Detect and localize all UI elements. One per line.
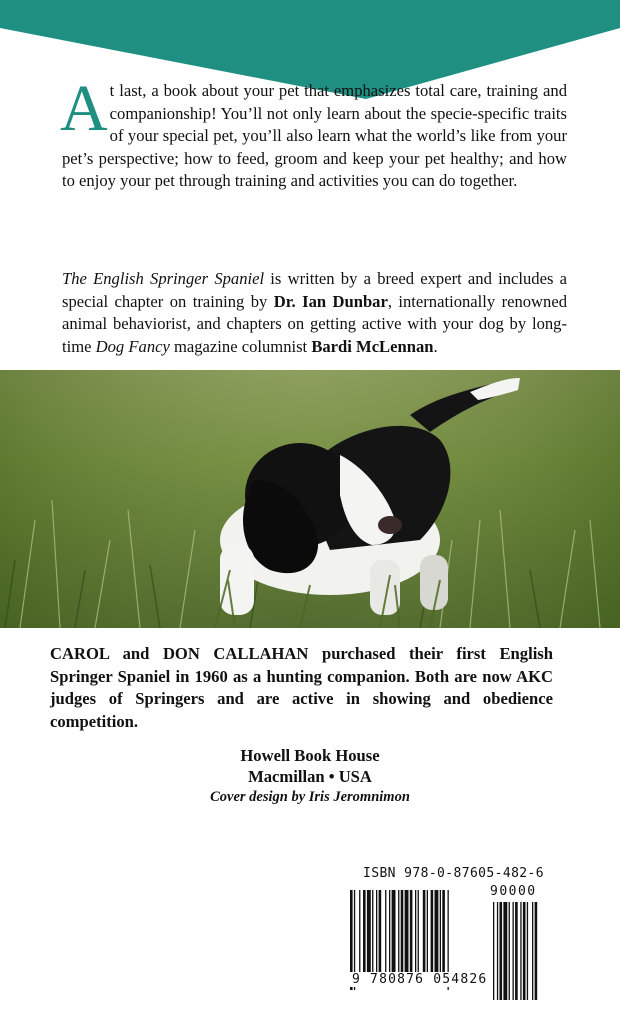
publisher-imprint: Macmillan • USA bbox=[248, 767, 372, 786]
barcode-bar bbox=[398, 890, 399, 980]
addon-bar bbox=[520, 902, 521, 1000]
description-text-2: , internationally renowned animal behaviorist, and chapters on getting active with your dog by long-time bbox=[62, 291, 567, 356]
publisher-name: Howell Book House bbox=[240, 746, 380, 765]
drop-cap: A bbox=[60, 72, 108, 145]
barcode-number: 9 780876 054826 bbox=[352, 972, 488, 987]
barcode-bar bbox=[392, 890, 396, 980]
description-paragraph bbox=[62, 268, 567, 358]
publisher-block bbox=[0, 745, 620, 808]
isbn-label: ISBN 978-0-87605-482-6 bbox=[363, 866, 544, 881]
intro-text: t last, a book about your pet that emphasizes total care, training and companionship! You’ll not only learn about the specie-specific traits of your special pet, you’ll also learn what the world’s like from your pet’s perspective; how to feed, groom and keep your pet healthy; and how to enjoy your pet through training and activities you can do together. bbox=[62, 81, 567, 191]
addon-bar bbox=[523, 902, 526, 1000]
addon-bar bbox=[527, 902, 528, 1000]
barcode-bar bbox=[367, 890, 371, 980]
description-text-3: magazine columnist bbox=[169, 336, 312, 356]
barcode-bar bbox=[440, 890, 441, 980]
description-text-4: . bbox=[433, 336, 438, 356]
addon-bar bbox=[500, 902, 503, 1000]
barcode-bar bbox=[363, 890, 366, 980]
addon-bar bbox=[503, 902, 507, 1000]
barcode-bar bbox=[405, 890, 409, 980]
barcode-bar bbox=[359, 890, 360, 980]
barcode-bar bbox=[418, 890, 419, 980]
barcode-bar bbox=[385, 890, 386, 980]
barcode-bar bbox=[442, 890, 445, 980]
author-bio: CAROL and DON CALLAHAN purchased their first English Springer Spaniel in 1960 as a hunting companion. Both are now AKC judges of Springers and are active in showing and obedience competition. bbox=[50, 644, 553, 731]
barcode-bar bbox=[431, 890, 434, 980]
barcode-bar bbox=[423, 890, 426, 980]
addon-bar bbox=[515, 902, 518, 1000]
barcode-bar bbox=[376, 890, 377, 980]
barcode-bar bbox=[401, 890, 404, 980]
magazine-name: Dog Fancy bbox=[95, 336, 170, 356]
addon-bar bbox=[535, 902, 538, 1000]
barcode-bar bbox=[415, 890, 416, 980]
addon-bar bbox=[497, 902, 498, 1000]
barcode-bar bbox=[379, 890, 382, 980]
barcode-bar bbox=[389, 890, 390, 980]
cover-design-credit: Cover design by Iris Jeromnimon bbox=[210, 789, 410, 805]
intro-paragraph bbox=[60, 72, 567, 193]
barcode-bar bbox=[435, 890, 439, 980]
columnist-name: Bardi McLennan bbox=[311, 336, 434, 356]
description-text-1: is written by a breed expert and includes a special chapter on training by bbox=[62, 269, 567, 311]
barcode-bar bbox=[372, 890, 373, 980]
barcode-bar bbox=[410, 890, 413, 980]
trainer-name: Dr. Ian Dunbar bbox=[273, 291, 388, 311]
book-title: The English Springer Spaniel bbox=[62, 269, 265, 288]
addon-bar bbox=[532, 902, 533, 1000]
barcode-bar bbox=[427, 890, 428, 980]
spaniel-puppy-photo bbox=[0, 370, 620, 628]
addon-bar bbox=[493, 902, 494, 1000]
addon-bar bbox=[509, 902, 510, 1000]
price-addon-code: 90000 bbox=[490, 884, 537, 899]
addon-bar bbox=[513, 902, 514, 1000]
